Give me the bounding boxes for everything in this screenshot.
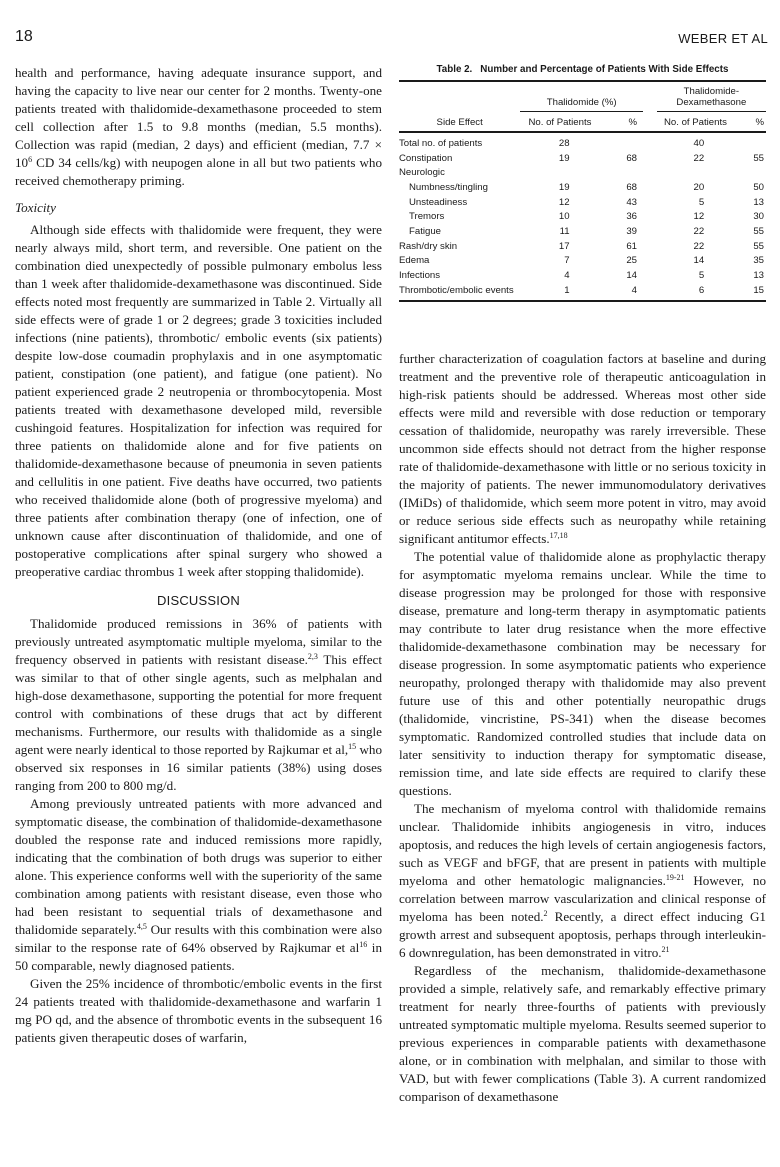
superscript: 6 xyxy=(28,155,33,164)
table-caption xyxy=(399,64,766,75)
right-paragraph-3: The mechanism of myeloma control with thalidomide remains unclear. Thalidomide inhibits angiogenesis in vitro, induces apoptosis, and reduces the high levels of certain angiogenesis factors, such as VEGF and bFGF, that are present in patients with multiple myeloma and other hematologic malignancies.$^{19-21}$ However, no correlation between marrow vascularization and clinical response of myeloma has been noted.$^2$ Recently, a direct effect inducing G1 growth arrest and subsequent apoptosis, perhaps through interleukin-6 downregulation, has been demonstrated in vitro.$^{21}$ xyxy=(399,801,766,960)
table-row: Rash/dry skin 17 61 22 55 xyxy=(399,240,764,252)
table-row: Constipation 19 68 22 55 xyxy=(399,152,764,164)
column-header-thal-n: No. of Patients xyxy=(520,115,599,132)
toxicity-paragraph: Although side effects with thalidomide were frequent, they were nearly always mild, short term, and reversible. One patient on the combination died unexpectedly of possible pulmonary embolus less than 1 week after thalidomide-dexamethasone was discontinued. Side effects noted most frequently are summarized in Table 2. Virtually all side effects were of grade 1 or 2 degrees; grade 3 toxicities included infections (nine patients), thrombotic/ embolic events (six patients) despite low-dose coumadin prophylaxis and in one asymptomatic patient, constipation (one patient), and fatigue (one patient). No patient experienced grade 2 neutropenia or thrombocytopenia. Most patients treated with dexamethasone developed mild, reversible cushingoid features. Hospitalization for infection was required for three patients on thalidomide alone and for five patients on thalidomide-dexamethasone because of pneumonia in seven patients and cellulitis in one patient. Five deaths have occurred, two patients who received thalidomide alone (both of progressive myeloma) and three patients after combination therapy (one of infection, one of unknown cause after discontinuation of thalidomide, and one of postoperative complications after spinal surgery who showed a preoperative cardiac thrombus 1 week after stopping thalidomide). xyxy=(15,222,382,579)
citation-superscript: 2 xyxy=(543,909,548,918)
table-row: Infections 4 14 5 13 xyxy=(399,270,764,282)
citation-superscript: 21 xyxy=(661,945,670,954)
citation-superscript: 17,18 xyxy=(549,531,568,540)
discussion-heading: DISCUSSION xyxy=(157,593,240,608)
column-header-thal-pct: % xyxy=(600,115,643,132)
citation-superscript: 15 xyxy=(348,742,357,751)
citation-superscript: 2,3 xyxy=(307,652,318,661)
citation-superscript: 16 xyxy=(359,940,368,949)
table-row: Unsteadiness 12 43 5 13 xyxy=(409,196,764,208)
table-row: Thrombotic/embolic events 1 4 6 15 xyxy=(399,283,766,301)
table-row: Edema 7 25 14 35 xyxy=(399,255,764,267)
column-header-side-effect: Side Effect xyxy=(399,115,520,132)
side-effects-table xyxy=(399,64,766,302)
table-row: Numbness/tingling 19 68 20 50 xyxy=(409,181,764,193)
table-row: Fatigue 11 39 22 55 xyxy=(409,225,764,237)
right-paragraph-4: Regardless of the mechanism, thalidomide-dexamethasone provided a simple, relatively safe, and remarkably effective primary treatment for nearly three-fourths of patients with previously untreated symptomatic multiple myeloma. Results seemed superior to previous experiences in comparable patients with dexamethasone alone, or in combination with melphalan, and similar to those with VAD, but with fewer complications (Table 3). A current randomized comparison of dexamethasone xyxy=(399,963,766,1104)
column-header-td-n: No. of Patients xyxy=(657,115,734,132)
running-head: WEBER ET AL xyxy=(678,31,768,46)
right-paragraph-2: The potential value of thalidomide alone as prophylactic therapy for asymptomatic myeloma remains unclear. While the time to disease progression may be prolonged for those with responsive disease, premature and long-term therapy in asymptomatic patients may contribute to later drug resistance when the more effective thalidomide-dexamethasone combination may be necessary for disease progression. In some asymptomatic patients who experience neuropathy, prolonged therapy with thalidomide may also prevent future use of this and other potentially neuropathic drugs (thalidomide, vincristine, PS-341) when the disease becomes symptomatic. Randomized controlled studies that include data on later sensitivity to induction therapy for symptomatic disease, remission time, and late side effects are required to clarify these questions. xyxy=(399,549,766,798)
intro-paragraph: health and performance, having adequate insurance support, and having the capacity to live near our center for 2 months. Twenty-one patients treated with thalidomide-dexamethasone proceeded to stem cell collection after 1.5 to 9.8 months (median, 5.5 months). Collection was rapid (median, 2 days) and efficient (median, $7.7 \times 10^6$ CD 34 cells/kg) with neupogen alone in all but two patients who received chemotherapy priming. xyxy=(15,65,382,188)
table-label: Table 2. xyxy=(436,64,473,75)
citation-superscript: 4,5 xyxy=(136,922,147,931)
column-header-td-pct: % xyxy=(734,115,766,132)
toxicity-heading: Toxicity xyxy=(15,200,56,215)
right-paragraph-1: further characterization of coagulation factors at baseline and during treatment and the preventive role of therapeutic anticoagulation in high-risk patients should be addressed. Whereas most other side effects were mild and reversible with dose reduction or temporary cessation of thalidomide, neuropathy was rarely irreversible. These uncommon side effects should not detract from the higher response rate of thalidomide-dexamethasone with little or no serious toxicity in the majority of patients. The newer immunomodulatory derivatives (IMiDs) of thalidomide, which seem more potent in vitro, may avoid or reduce serious side effects such as neuropathy while retaining significant antitumor effects.$^{17,18}$ xyxy=(399,351,766,546)
page-number: 18 xyxy=(15,28,33,45)
right-column xyxy=(399,350,766,1106)
citation-superscript: 19-21 xyxy=(665,873,685,882)
discussion-paragraph-2: Among previously untreated patients with more advanced and symptomatic disease, the combination of thalidomide-dexamethasone doubled the response rate and induced remissions more rapidly, indicating that the combination of both drugs was superior to either alone. This experience conforms well with the superiority of the same combination among patients with resistant disease, even those who had been resistant to sequential trials of dexamethasone and thalidomide separately.$^{4,5}$ Our results with this combination were also similar to the response rate of 64% observed by Rajkumar et $al^{16}$ in 50 comparable, newly diagnosed patients. xyxy=(15,796,382,973)
left-column xyxy=(15,64,382,1047)
table-row: Total no. of patients 28 40 xyxy=(399,137,705,149)
group-header-thalidomide: Thalidomide (%) xyxy=(520,81,643,115)
table-title: Number and Percentage of Patients With Side Effects xyxy=(480,64,729,75)
group-header-thal-dex: Thalidomide- Dexamethasone xyxy=(657,81,766,115)
discussion-paragraph-1: Thalidomide produced remissions in 36% of patients with previously untreated asymptomatic multiple myeloma, similar to the frequency observed in patients with resistant disease.$^{2,3}$ This effect was similar to that of other single agents, such as melphalan and high-dose dexamethasone, supporting the potential for more frequent control with combinations of these drugs that act by different mechanisms. Furthermore, our results with thalidomide as a single agent were nearly identical to those reported by Rajkumar et al,$^{15}$ who observed six responses in 16 similar patients (38%) using doses ranging from 200 to 800 mg/d. xyxy=(15,616,382,793)
table-row: Neurologic xyxy=(399,167,445,179)
table-row: Tremors 10 36 12 30 xyxy=(409,211,764,223)
discussion-paragraph-3: Given the 25% incidence of thrombotic/embolic events in the first 24 patients treated with thalidomide-dexamethasone and warfarin 1 mg PO qd, and the absence of thrombotic events in the subsequent 16 patients given therapeutic doses of warfarin, xyxy=(15,976,382,1045)
